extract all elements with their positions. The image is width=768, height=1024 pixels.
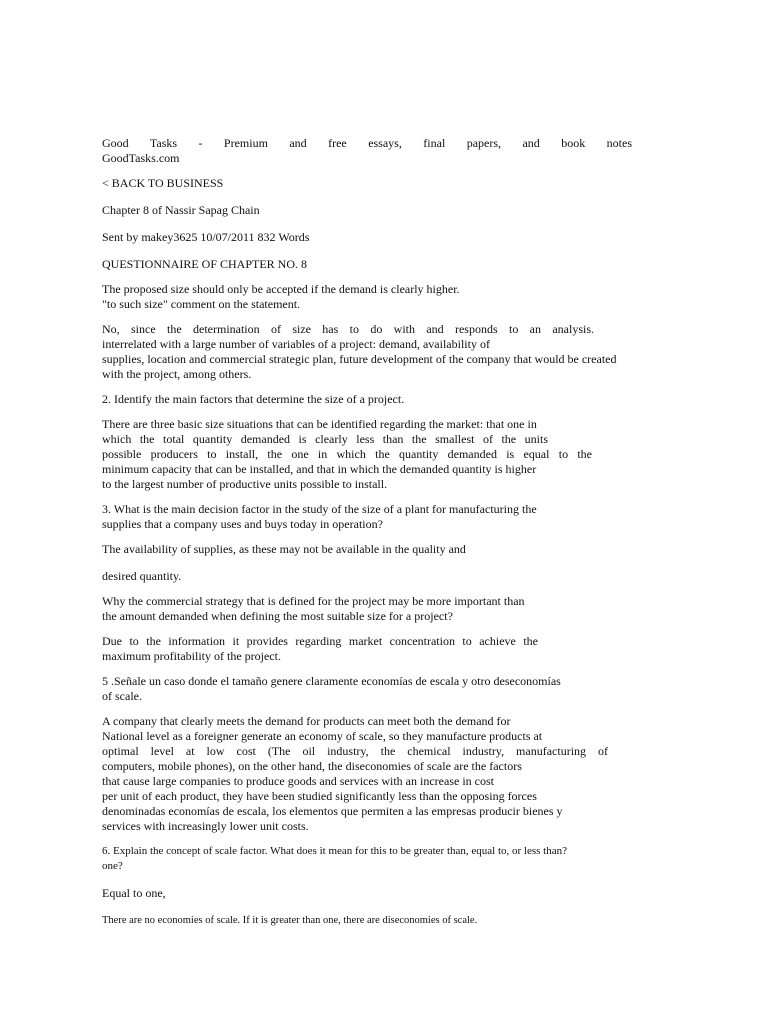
text-line: The proposed size should only be accepted if the demand is clearly higher. <box>102 282 460 296</box>
question-4 <box>102 594 632 624</box>
question-1 <box>102 282 632 312</box>
text-line: possible producers to install, the one in which the quantity demanded is equal to the <box>102 447 592 461</box>
text-line: which the total quantity demanded is clearly less than the smallest of the units <box>102 432 548 446</box>
question-2: 2. Identify the main factors that determine the size of a project. <box>102 392 405 406</box>
text-line: Due to the information it provides regarding market concentration to achieve the <box>102 634 538 648</box>
text-line: supplies, location and commercial strategic plan, future development of the company that would be created <box>102 352 617 366</box>
text-line: per unit of each product, they have been studied significantly less than the opposing forces <box>102 789 537 803</box>
answer-3-continued: desired quantity. <box>102 569 182 583</box>
text-line: "to such size" comment on the statement. <box>102 297 301 311</box>
text-line: Why the commercial strategy that is defined for the project may be more important than <box>102 594 525 608</box>
question-3 <box>102 502 632 532</box>
back-to-business-link[interactable]: < BACK TO BUSINESS <box>102 176 224 190</box>
question-6 <box>102 844 632 874</box>
text-line: maximum profitability of the project. <box>102 649 281 663</box>
text-line: one? <box>102 860 123 872</box>
document-content <box>102 136 632 928</box>
answer-6: Equal to one, <box>102 886 166 900</box>
text-line: services with increasingly lower unit costs. <box>102 819 309 833</box>
answer-4 <box>102 634 632 664</box>
text-line: of scale. <box>102 689 142 703</box>
text-line: optimal level at low cost (The oil industry, the chemical industry, manufacturing of <box>102 744 608 758</box>
questionnaire-heading: QUESTIONNAIRE OF CHAPTER NO. 8 <box>102 257 308 271</box>
answer-6-continued: There are no economies of scale. If it is greater than one, there are diseconomies of scale. <box>102 915 478 926</box>
text-line: 6. Explain the concept of scale factor. What does it mean for this to be greater than, equal to, or less than? <box>102 845 567 857</box>
site-header-line: Good Tasks - Premium and free essays, final papers, and book notes <box>102 136 632 150</box>
text-line: No, since the determination of size has to do with and responds to an analysis. <box>102 322 594 336</box>
site-name: GoodTasks.com <box>102 151 180 165</box>
answer-1 <box>102 322 632 382</box>
text-line: computers, mobile phones), on the other hand, the diseconomies of scale are the factors <box>102 759 522 773</box>
text-line: supplies that a company uses and buys today in operation? <box>102 517 383 531</box>
document-title: Chapter 8 of Nassir Sapag Chain <box>102 203 260 217</box>
document-meta: Sent by makey3625 10/07/2011 832 Words <box>102 230 310 244</box>
text-line: National level as a foreigner generate an economy of scale, so they manufacture products at <box>102 729 543 743</box>
text-line: A company that clearly meets the demand for products can meet both the demand for <box>102 714 511 728</box>
text-line: interrelated with a large number of variables of a project: demand, availability of <box>102 337 490 351</box>
text-line: that cause large companies to produce goods and services with an increase in cost <box>102 774 494 788</box>
answer-2 <box>102 417 632 492</box>
text-line: to the largest number of productive units possible to install. <box>102 477 388 491</box>
text-line: minimum capacity that can be installed, and that in which the demanded quantity is higher <box>102 462 537 476</box>
text-line: with the project, among others. <box>102 367 252 381</box>
question-5 <box>102 674 632 704</box>
answer-3: The availability of supplies, as these may not be available in the quality and <box>102 542 466 556</box>
text-line: denominadas economías de escala, los elementos que permiten a las empresas producir bienes y <box>102 804 563 818</box>
text-line: There are three basic size situations that can be identified regarding the market: that one in <box>102 417 537 431</box>
text-line: 5 .Señale un caso donde el tamaño genere claramente economías de escala y otro deseconomías <box>102 674 561 688</box>
text-line: the amount demanded when defining the most suitable size for a project? <box>102 609 453 623</box>
answer-5 <box>102 714 632 834</box>
site-header <box>102 136 632 166</box>
text-line: 3. What is the main decision factor in the study of the size of a plant for manufacturing the <box>102 502 537 516</box>
